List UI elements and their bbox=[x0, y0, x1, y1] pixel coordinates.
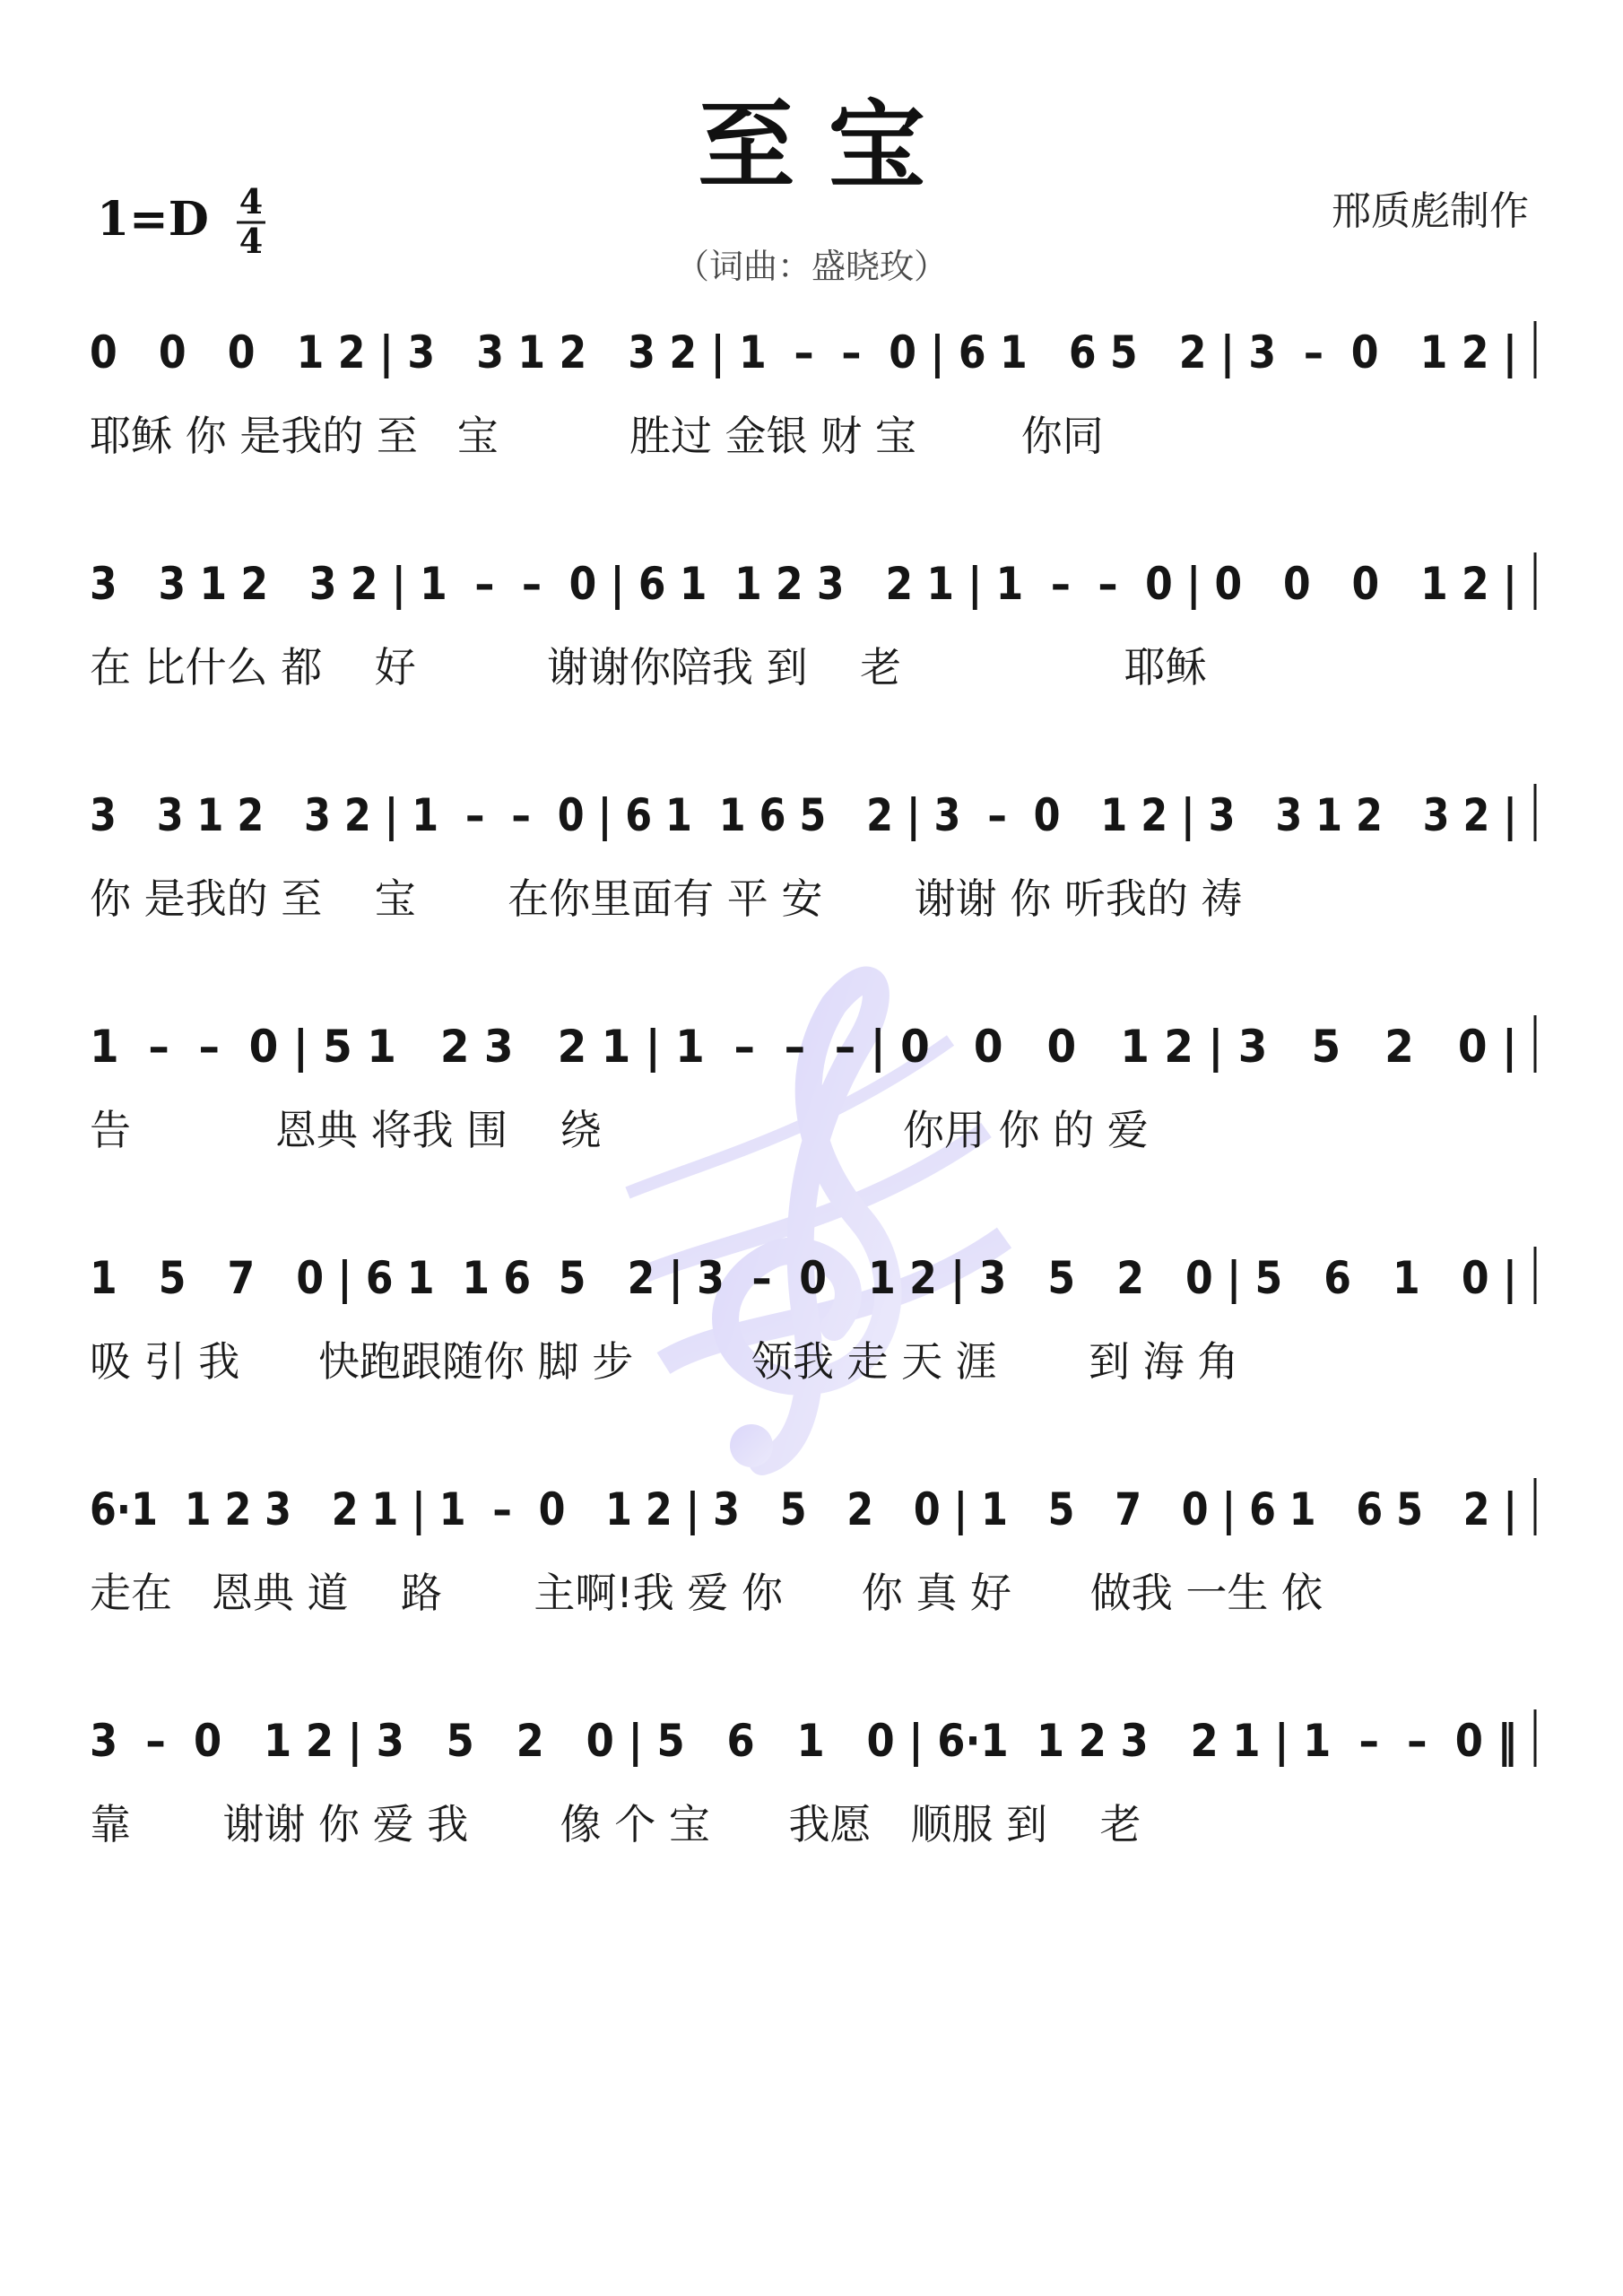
notation-row: 3 3 1 2 3 2 | 1 – – 0 | 6 1 1 2 3 2 1 | 1 – – 0 | 0 0 0 1 2 | bbox=[90, 558, 1517, 610]
lyrics-row: 在 比什么 都 好 谢谢你陪我 到 老 耶稣 bbox=[90, 643, 1207, 691]
notation-row: 3 – 0 1 2 | 3 5 2 0 | 5 6 1 0 | 6·1 1 2 3 2 1 | 1 – – 0 ‖ bbox=[90, 1715, 1517, 1767]
score-line bbox=[90, 321, 1535, 460]
lyrics-row: 走在 恩典 道 路 主啊!我 爱 你 你 真 好 做我 一生 依 bbox=[90, 1569, 1323, 1617]
meter-denominator: 4 bbox=[239, 221, 264, 261]
key-signature: 1=D bbox=[97, 192, 209, 247]
arranger-credit: 邢质彪制作 bbox=[1332, 188, 1529, 234]
lyrics-row: 吸 引 我 快跑跟随你 脚 步 领我 走 天 涯 到 海 角 bbox=[90, 1337, 1239, 1386]
song-title: 至 宝 bbox=[698, 90, 925, 203]
lyrics-row: 耶稣 你 是我的 至 宝 胜过 金银 财 宝 你同 bbox=[90, 412, 1104, 460]
meter-numerator: 4 bbox=[239, 181, 264, 222]
lyrics-row: 告 恩典 将我 围 绕 你用 你 的 爱 bbox=[90, 1106, 1149, 1154]
notation-row: 0 0 0 1 2 | 3 3 1 2 3 2 | 1 – – 0 | 6 1 6 5 2 | 3 – 0 1 2 | bbox=[90, 326, 1517, 378]
score-line bbox=[90, 552, 1535, 691]
lyrics-music-credit: （词曲：盛晓玫） bbox=[674, 247, 949, 286]
lyrics-row: 靠 谢谢 你 爱 我 像 个 宝 我愿 顺服 到 老 bbox=[90, 1800, 1141, 1848]
notation-row: 6·1 1 2 3 2 1 | 1 – 0 1 2 | 3 5 2 0 | 1 5 7 0 | 6 1 6 5 2 | bbox=[90, 1483, 1517, 1535]
lyrics-row: 你 是我的 至 宝 在你里面有 平 安 谢谢 你 听我的 祷 bbox=[90, 874, 1243, 923]
notation-row: 1 5 7 0 | 6 1 1 6 5 2 | 3 – 0 1 2 | 3 5 2 0 | 5 6 1 0 | bbox=[90, 1252, 1517, 1304]
score-line bbox=[90, 1478, 1535, 1617]
notation-row: 3 3 1 2 3 2 | 1 – – 0 | 6 1 1 6 5 2 | 3 – 0 1 2 | 3 3 1 2 3 2 | bbox=[90, 789, 1517, 841]
score-line bbox=[90, 784, 1535, 923]
notation-row: 1 – – 0 | 5 1 2 3 2 1 | 1 – – – | 0 0 0 1 2 | 3 5 2 0 | bbox=[90, 1021, 1517, 1073]
score-line bbox=[90, 1709, 1535, 1848]
